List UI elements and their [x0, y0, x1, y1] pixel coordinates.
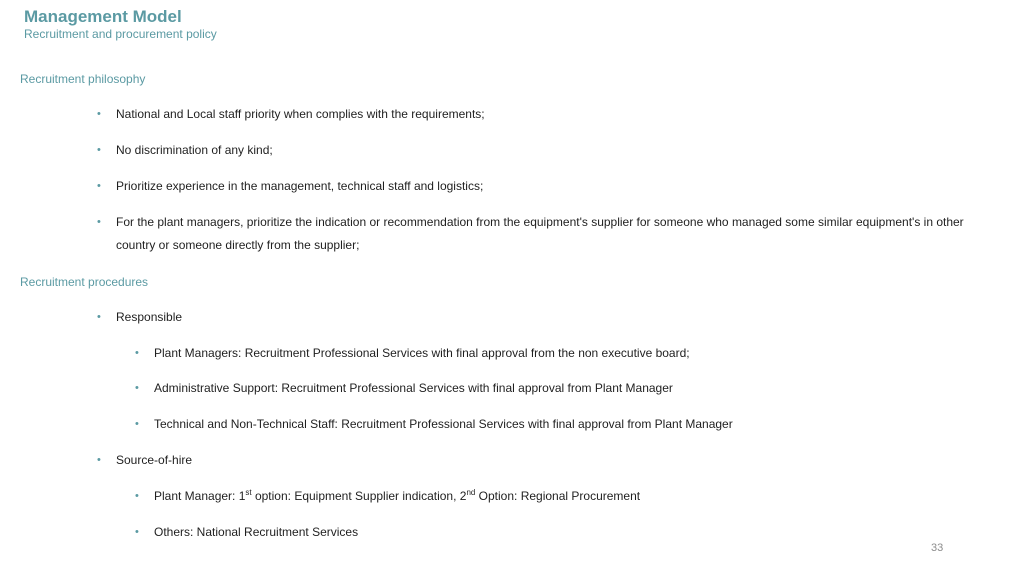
- sub-list-item: [135, 485, 994, 508]
- bullet-icon: •: [135, 490, 139, 502]
- list-item: [97, 211, 996, 257]
- bullet-icon: •: [97, 144, 101, 156]
- list-item-responsible: [97, 306, 996, 329]
- bullet-icon: •: [135, 347, 139, 359]
- bullet-icon: •: [135, 382, 139, 394]
- list-item-text: National and Local staff priority when complies with the requirements;: [116, 107, 485, 121]
- bullet-icon: •: [97, 311, 101, 323]
- bullet-icon: •: [135, 418, 139, 430]
- text-part: Plant Manager: 1: [154, 489, 246, 503]
- list-item-text: Responsible: [116, 310, 183, 324]
- ordinal-suffix: st: [245, 488, 252, 497]
- list-item-text: Others: National Recruitment Services: [154, 525, 359, 539]
- list-item-text: Source-of-hire: [116, 453, 193, 467]
- list-item-source-of-hire: [97, 449, 996, 472]
- list-item: [97, 175, 996, 198]
- bullet-icon: •: [97, 216, 101, 228]
- bullet-icon: •: [97, 454, 101, 466]
- bullet-icon: •: [97, 108, 101, 120]
- list-item-text: For the plant managers, prioritize the indication or recommendation from the equipment's supplier for someone who managed some similar equipment's in other country or someone directly from the supplier;: [116, 215, 964, 252]
- page-title: Management Model: [24, 7, 182, 26]
- list-item-text: No discrimination of any kind;: [116, 143, 273, 157]
- sub-list-item: [135, 377, 994, 400]
- sub-list-item: [135, 521, 994, 544]
- text-part: Option: Regional Procurement: [475, 489, 641, 503]
- bullet-icon: •: [97, 180, 101, 192]
- bullet-icon: •: [135, 526, 139, 538]
- page-number: 33: [931, 542, 944, 554]
- section-heading-procedures: Recruitment procedures: [20, 275, 149, 289]
- list-item: [97, 103, 996, 126]
- list-item-text: [154, 489, 640, 503]
- text-part: option: Equipment Supplier indication, 2: [251, 489, 467, 503]
- sub-list-item: [135, 413, 994, 436]
- list-item-text: Plant Managers: Recruitment Professional Services with final approval from the non executive board;: [154, 346, 690, 360]
- list-item-text: Administrative Support: Recruitment Professional Services with final approval from Plant Manager: [154, 381, 673, 395]
- list-item-text: Prioritize experience in the management, technical staff and logistics;: [116, 179, 484, 193]
- page-subtitle: Recruitment and procurement policy: [24, 27, 217, 41]
- list-item: [97, 139, 996, 162]
- list-item-text: Technical and Non-Technical Staff: Recruitment Professional Services with final approval from Plant Manager: [154, 417, 733, 431]
- section-heading-philosophy: Recruitment philosophy: [20, 72, 146, 86]
- ordinal-suffix: nd: [466, 488, 476, 497]
- sub-list-item: [135, 342, 994, 365]
